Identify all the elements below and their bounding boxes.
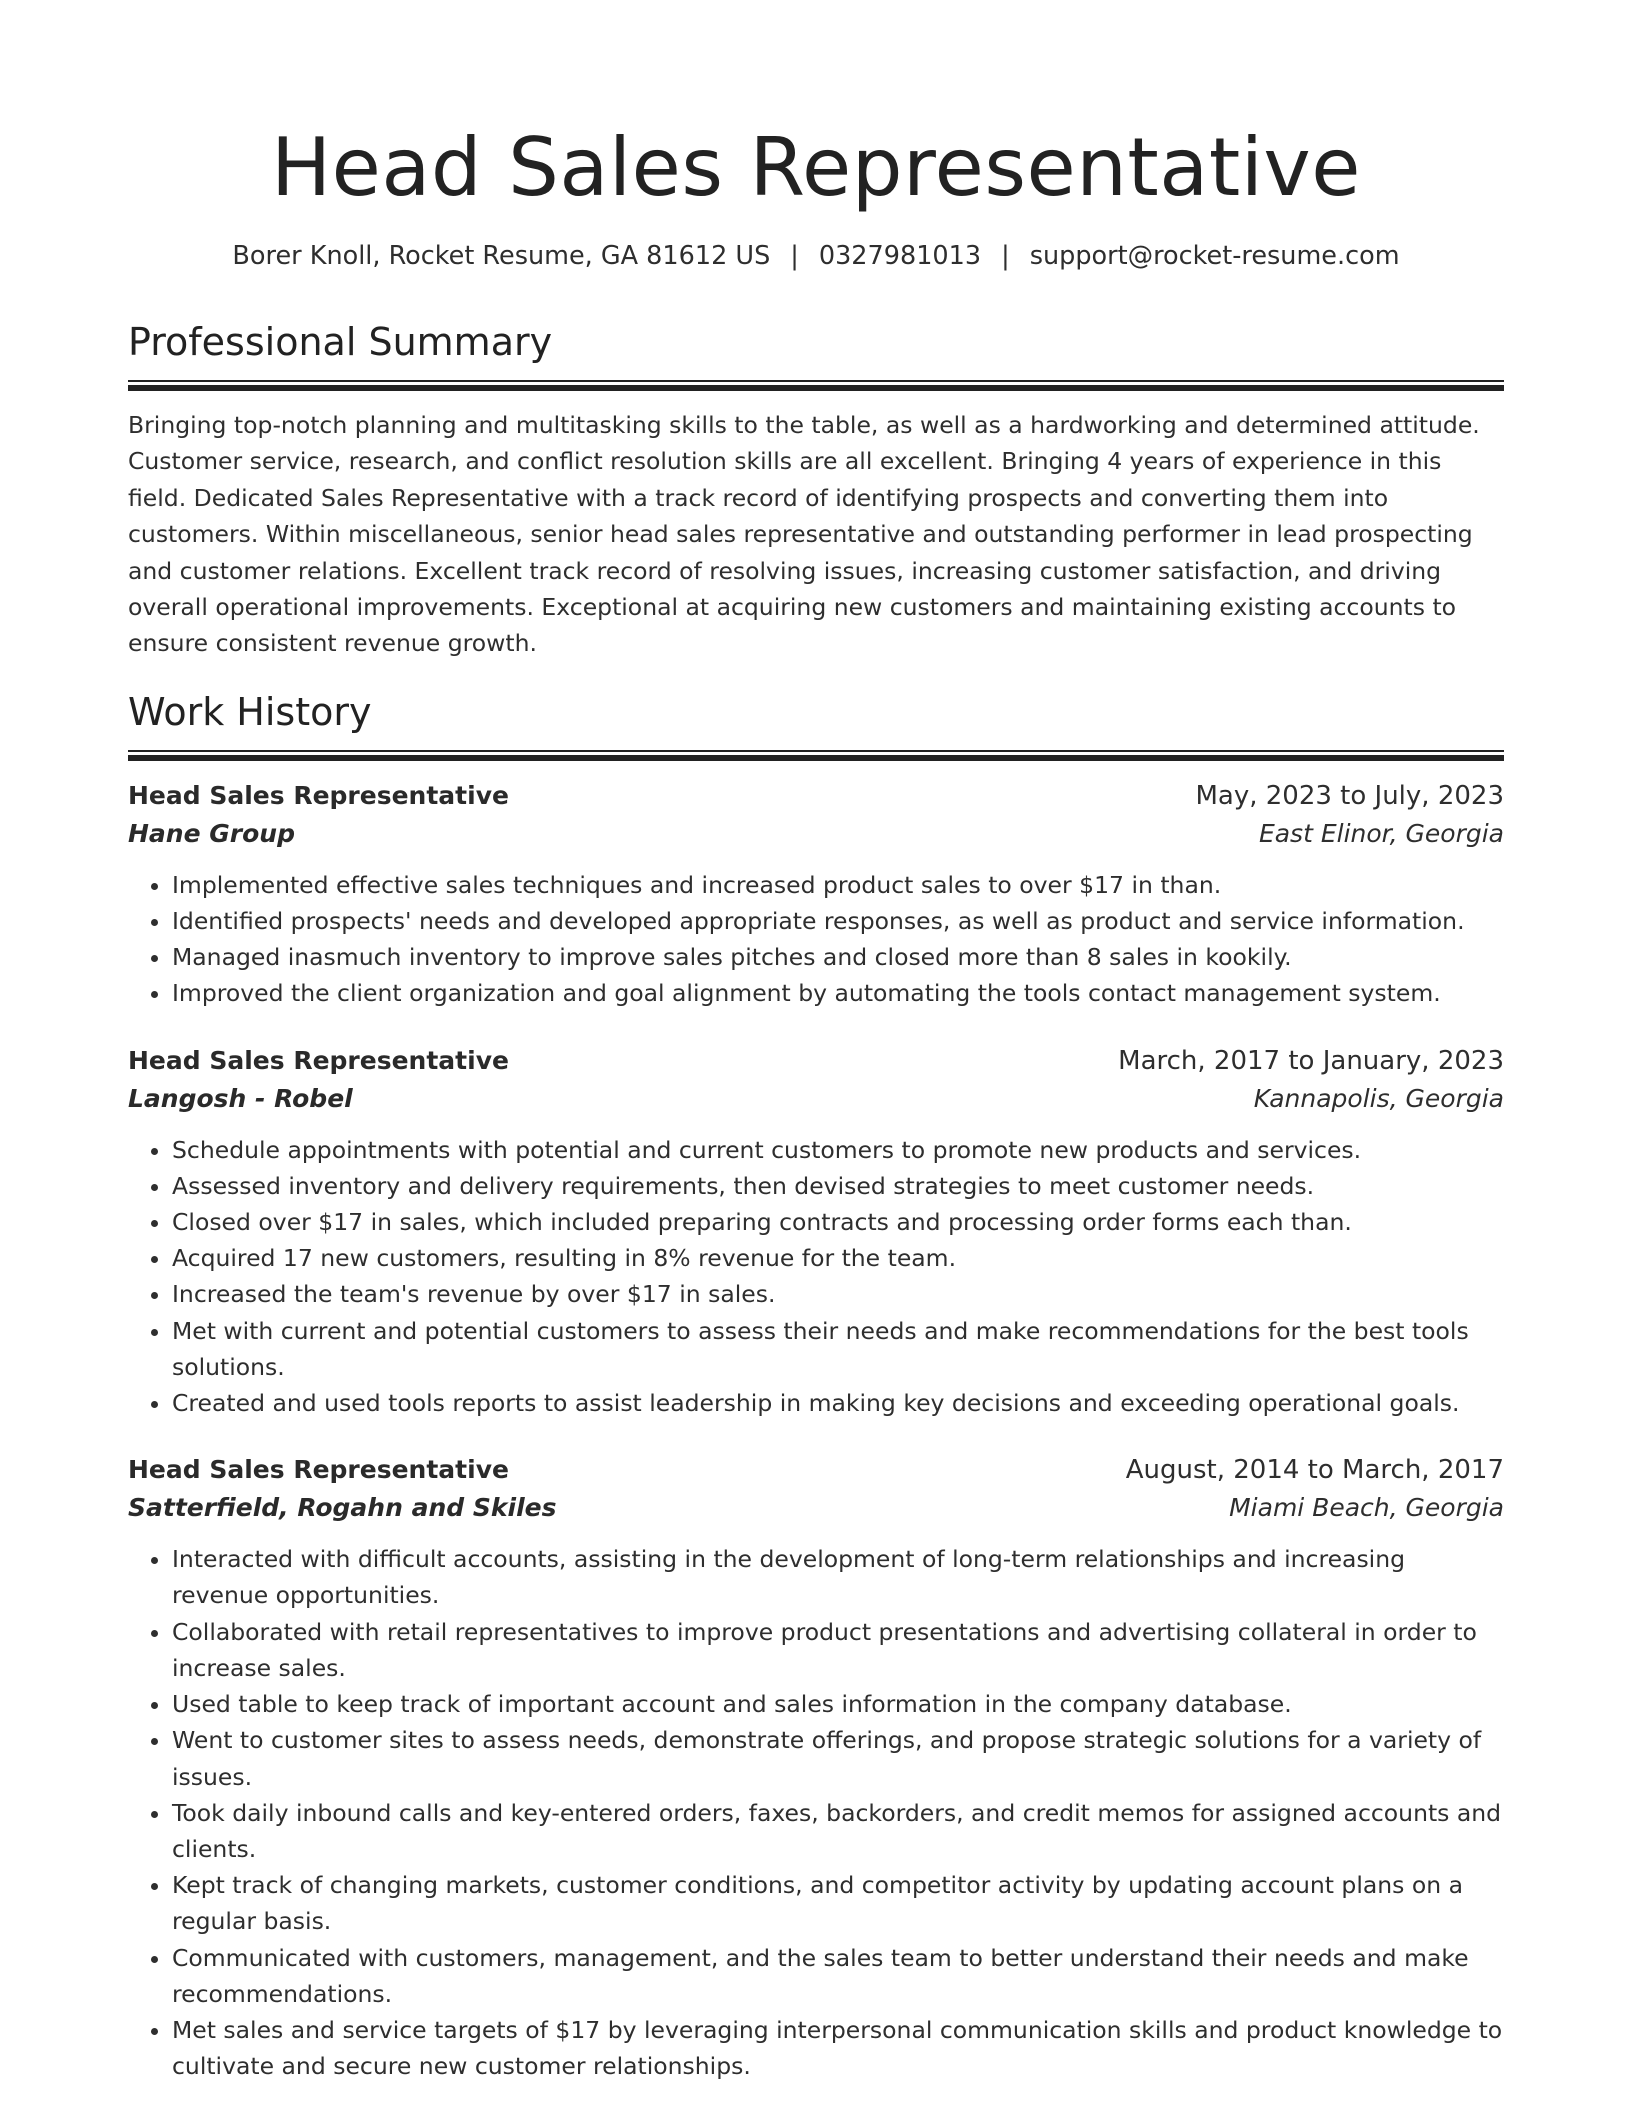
job-dates: March, 2017 to January, 2023 — [1118, 1045, 1504, 1076]
job-bullets — [128, 1132, 1504, 1422]
job-entry — [128, 777, 1504, 1012]
professional-summary-section — [128, 318, 1504, 662]
summary-text: Bringing top-notch planning and multitasking skills to the table, as well as a hardworking and determined attitude. Customer service, research, and conflict resolution skills are all excellent. Bringing 4 years of experience in this field. Dedicated Sales Representative with a track record of identifying prospects and converting them into customers. Within miscellaneous, senior head sales representative and outstanding performer in lead prospecting and customer relations. Excellent track record of resolving issues, increasing customer satisfaction, and driving overall operational improvements. Exceptional at acquiring new customers and maintaining existing accounts to ensure consistent revenue growth. — [128, 411, 1480, 658]
job-bullet: • Managed inasmuch inventory to improve sales pitches and closed more than 8 sales in kookily. — [172, 939, 1504, 975]
work-history-section — [128, 688, 1504, 2084]
job-bullet: • Collaborated with retail representatives to improve product presentations and advertising collateral in order to increase sales. — [172, 1614, 1504, 1686]
section-title-work: Work History — [128, 689, 372, 734]
job-bullets — [128, 1541, 1504, 2084]
job-bullet: • Took daily inbound calls and key-entered orders, faxes, backorders, and credit memos for assigned accounts and clients. — [172, 1795, 1504, 1867]
job-bullet: • Closed over $17 in sales, which included preparing contracts and processing order forms each than. — [172, 1204, 1504, 1240]
job-title: Head Sales Representative — [128, 1045, 509, 1075]
job-title: Head Sales Representative — [128, 1455, 509, 1485]
job-bullet: • Met sales and service targets of $17 by leveraging interpersonal communication skills and product knowledge to cultivate and secure new customer relationships. — [172, 2012, 1504, 2084]
contact-phone: 0327981013 — [818, 241, 982, 271]
job-bullet: • Acquired 17 new customers, resulting in 8% revenue for the team. — [172, 1240, 1504, 1276]
job-bullet: • Schedule appointments with potential and current customers to promote new products and services. — [172, 1132, 1504, 1168]
job-company: Langosh - Robel — [128, 1083, 353, 1113]
section-divider — [128, 380, 1504, 391]
contact-address: Borer Knoll, Rocket Resume, GA 81612 US — [232, 241, 771, 271]
job-location: Kannapolis, Georgia — [1253, 1083, 1504, 1113]
job-header-row — [128, 1042, 1504, 1080]
contact-email: support@rocket-resume.com — [1029, 241, 1400, 271]
job-bullets — [128, 867, 1504, 1012]
job-company-row — [128, 1489, 1504, 1527]
contact-line — [128, 238, 1504, 274]
job-bullet: • Increased the team's revenue by over $17 in sales. — [172, 1276, 1504, 1312]
job-dates: May, 2023 to July, 2023 — [1195, 780, 1504, 811]
job-bullet: • Improved the client organization and goal alignment by automating the tools contact management system. — [172, 975, 1504, 1011]
job-title: Head Sales Representative — [128, 780, 509, 810]
job-bullet: • Implemented effective sales techniques and increased product sales to over $17 in than. — [172, 867, 1504, 903]
job-bullet: • Identified prospects' needs and developed appropriate responses, as well as product and service information. — [172, 903, 1504, 939]
contact-separator: | — [790, 241, 799, 271]
job-location: East Elinor, Georgia — [1258, 818, 1504, 848]
job-dates: August, 2014 to March, 2017 — [1125, 1455, 1504, 1486]
resume-name: Head Sales Representative — [271, 121, 1361, 214]
job-bullet: • Went to customer sites to assess needs, demonstrate offerings, and propose strategic solutions for a variety of issues. — [172, 1722, 1504, 1794]
job-bullet: • Interacted with difficult accounts, assisting in the development of long-term relationships and increasing revenue opportunities. — [172, 1541, 1504, 1613]
section-divider — [128, 750, 1504, 761]
job-header-row — [128, 777, 1504, 815]
job-bullet: • Met with current and potential customers to assess their needs and make recommendations for the best tools solutions. — [172, 1313, 1504, 1385]
job-company-row — [128, 1080, 1504, 1118]
job-bullet: • Created and used tools reports to assist leadership in making key decisions and exceeding operational goals. — [172, 1385, 1504, 1421]
job-bullet: • Used table to keep track of important account and sales information in the company database. — [172, 1686, 1504, 1722]
job-bullet: • Communicated with customers, management, and the sales team to better understand their needs and make recommendations. — [172, 1940, 1504, 2012]
job-header-row — [128, 1451, 1504, 1489]
job-entry — [128, 1451, 1504, 2084]
job-company-row — [128, 815, 1504, 853]
job-company: Satterfield, Rogahn and Skiles — [128, 1493, 557, 1523]
job-entry — [128, 1042, 1504, 1422]
job-location: Miami Beach, Georgia — [1229, 1493, 1504, 1523]
contact-separator: | — [1001, 241, 1010, 271]
job-company: Hane Group — [128, 818, 295, 848]
job-bullet: • Assessed inventory and delivery requirements, then devised strategies to meet customer needs. — [172, 1168, 1504, 1204]
section-title-summary: Professional Summary — [128, 320, 553, 364]
job-bullet: • Kept track of changing markets, customer conditions, and competitor activity by updating account plans on a regular basis. — [172, 1867, 1504, 1939]
